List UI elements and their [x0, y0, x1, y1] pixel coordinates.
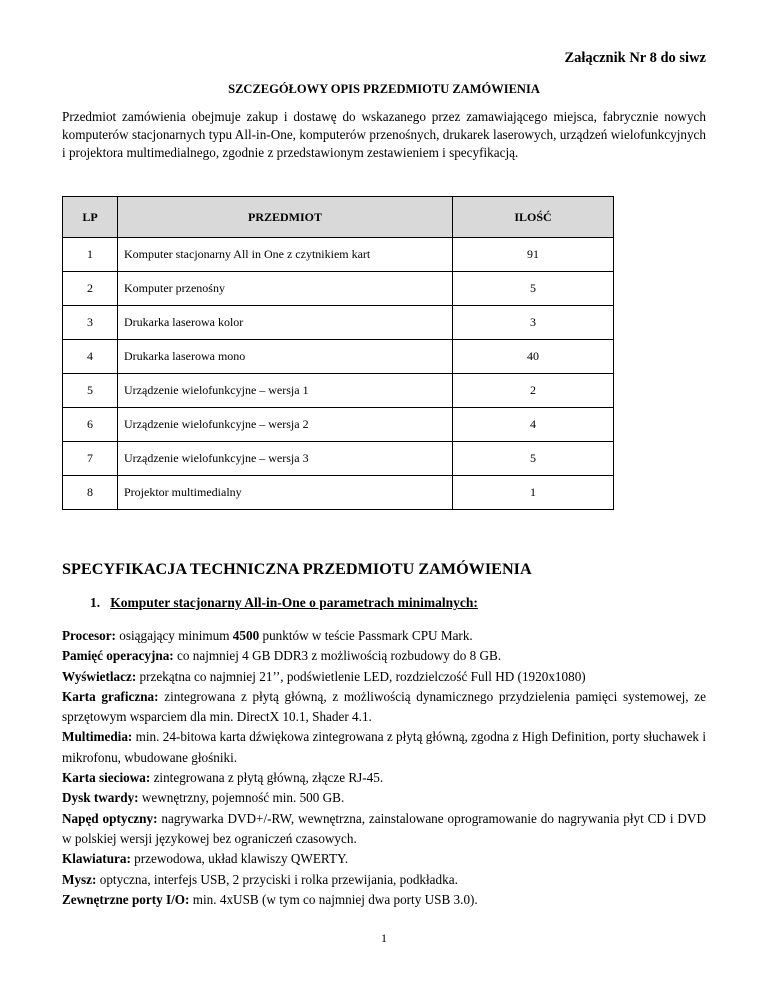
- table-row: [63, 306, 614, 340]
- table-row: [63, 442, 614, 476]
- spec-label: Karta sieciowa:: [62, 770, 151, 786]
- table-row: [63, 408, 614, 442]
- spec-text: nagrywarka DVD+/-RW, wewnętrzna, zainstalowane oprogramowanie do nagrywania płyt CD i DVD w polskiej wersji językowej bez ograniczeń czasowych.: [62, 810, 706, 846]
- cell-lp: 8: [63, 476, 118, 510]
- cell-item: Komputer stacjonarny All in One z czytnikiem kart: [118, 238, 453, 272]
- cell-qty: 2: [453, 374, 614, 408]
- cell-lp: 5: [63, 374, 118, 408]
- spec-value: 4500: [232, 628, 260, 643]
- table-row: [63, 272, 614, 306]
- spec-text: min. 4xUSB (w tym co najmniej dwa porty USB 3.0).: [189, 891, 478, 907]
- spec-item: [62, 809, 706, 850]
- spec-label: Mysz:: [62, 871, 97, 887]
- cell-qty: 5: [453, 442, 614, 476]
- cell-lp: 6: [63, 408, 118, 442]
- cell-item: Projektor multimedialny: [118, 476, 453, 510]
- header-lp: LP: [63, 197, 118, 238]
- subsection-title: Komputer stacjonarny All-in-One o parametrach minimalnych:: [110, 595, 478, 610]
- cell-qty: 4: [453, 408, 614, 442]
- spec-text: punktów w teście Passmark CPU Mark.: [259, 628, 473, 643]
- spec-subsection-heading: [90, 595, 478, 611]
- spec-label: Procesor:: [62, 628, 116, 643]
- cell-qty: 3: [453, 306, 614, 340]
- cell-item: Urządzenie wielofunkcyjne – wersja 3: [118, 442, 453, 476]
- cell-qty: 5: [453, 272, 614, 306]
- cell-lp: 2: [63, 272, 118, 306]
- spec-label: Klawiatura:: [62, 851, 131, 867]
- spec-text: przekątna co najmniej 21’’, podświetlenie LED, rozdzielczość Full HD (1920x1080): [136, 668, 586, 684]
- spec-item: [62, 687, 706, 728]
- spec-text: zintegrowana z płytą główną, złącze RJ-45.: [150, 770, 384, 786]
- spec-text: zintegrowana z płytą główną, z możliwością dynamicznego przydzielenia pamięci systemowej, ze sprzętowym wsparciem dla min. DirectX 10.1, Shader 4.1.: [62, 688, 707, 725]
- cell-item: Drukarka laserowa mono: [118, 340, 453, 374]
- cell-qty: 40: [453, 340, 614, 374]
- table-row: [63, 374, 614, 408]
- table-header-row: [63, 197, 614, 238]
- spec-text: co najmniej 4 GB DDR3 z możliwością rozbudowy do 8 GB.: [173, 648, 502, 664]
- document-title: SZCZEGÓŁOWY OPIS PRZEDMIOTU ZAMÓWIENIA: [228, 82, 540, 96]
- table-row: [63, 238, 614, 272]
- page-number: 1: [381, 931, 387, 945]
- spec-text: min. 24-bitowa karta dźwiękowa zintegrowana z płytą główną, zgodna z High Definition, porty słuchawek i mikrofonu, wbudowane głośniki.: [62, 729, 706, 765]
- table-row: [63, 476, 614, 510]
- spec-label: Wyświetlacz:: [62, 668, 137, 684]
- cell-lp: 3: [63, 306, 118, 340]
- spec-text: wewnętrzny, pojemność min. 500 GB.: [138, 790, 345, 806]
- table-row: [63, 340, 614, 374]
- cell-item: Urządzenie wielofunkcyjne – wersja 1: [118, 374, 453, 408]
- spec-text: osiągający minimum: [115, 628, 233, 643]
- spec-list: [62, 626, 706, 910]
- cell-item: Komputer przenośny: [118, 272, 453, 306]
- cell-lp: 7: [63, 442, 118, 476]
- spec-label: Zewnętrzne porty I/O:: [62, 891, 190, 907]
- intro-paragraph: Przedmiot zamówienia obejmuje zakup i dostawę do wskazanego przez zamawiającego miejsca, fabrycznie nowych komputerów stacjonarnych typu All-in-One, komputerów przenośnych, drukarek laserowych, urządzeń wielofunkcyjnych i projektora multimedialnego, zgodnie z przedstawionym zestawieniem i specyfikacją.: [62, 109, 706, 160]
- spec-label: Napęd optyczny:: [62, 810, 158, 826]
- spec-label: Dysk twardy:: [62, 790, 139, 806]
- spec-item: [62, 667, 706, 687]
- spec-item: [62, 768, 706, 788]
- spec-label: Karta graficzna:: [62, 688, 159, 704]
- subsection-number: 1.: [90, 595, 101, 610]
- spec-text: optyczna, interfejs USB, 2 przyciski i rolka przewijania, podkładka.: [96, 871, 458, 887]
- spec-label: Pamięć operacyjna:: [62, 648, 174, 664]
- cell-qty: 1: [453, 476, 614, 510]
- spec-label: Multimedia:: [62, 729, 133, 745]
- spec-item: [62, 727, 706, 768]
- header-qty: ILOŚĆ: [453, 197, 614, 238]
- cell-lp: 4: [63, 340, 118, 374]
- spec-item-processor: [62, 626, 706, 646]
- spec-item: [62, 646, 706, 666]
- spec-item: [62, 849, 706, 869]
- annex-label: Załącznik Nr 8 do siwz: [564, 50, 706, 66]
- cell-item: Urządzenie wielofunkcyjne – wersja 2: [118, 408, 453, 442]
- cell-item: Drukarka laserowa kolor: [118, 306, 453, 340]
- spec-item: [62, 788, 706, 808]
- spec-item: [62, 870, 706, 890]
- spec-item: [62, 890, 706, 910]
- spec-text: przewodowa, układ klawiszy QWERTY.: [130, 851, 349, 867]
- spec-section-title: SPECYFIKACJA TECHNICZNA PRZEDMIOTU ZAMÓWIENIA: [62, 560, 532, 578]
- items-table: [62, 196, 614, 510]
- cell-qty: 91: [453, 238, 614, 272]
- cell-lp: 1: [63, 238, 118, 272]
- header-item: PRZEDMIOT: [118, 197, 453, 238]
